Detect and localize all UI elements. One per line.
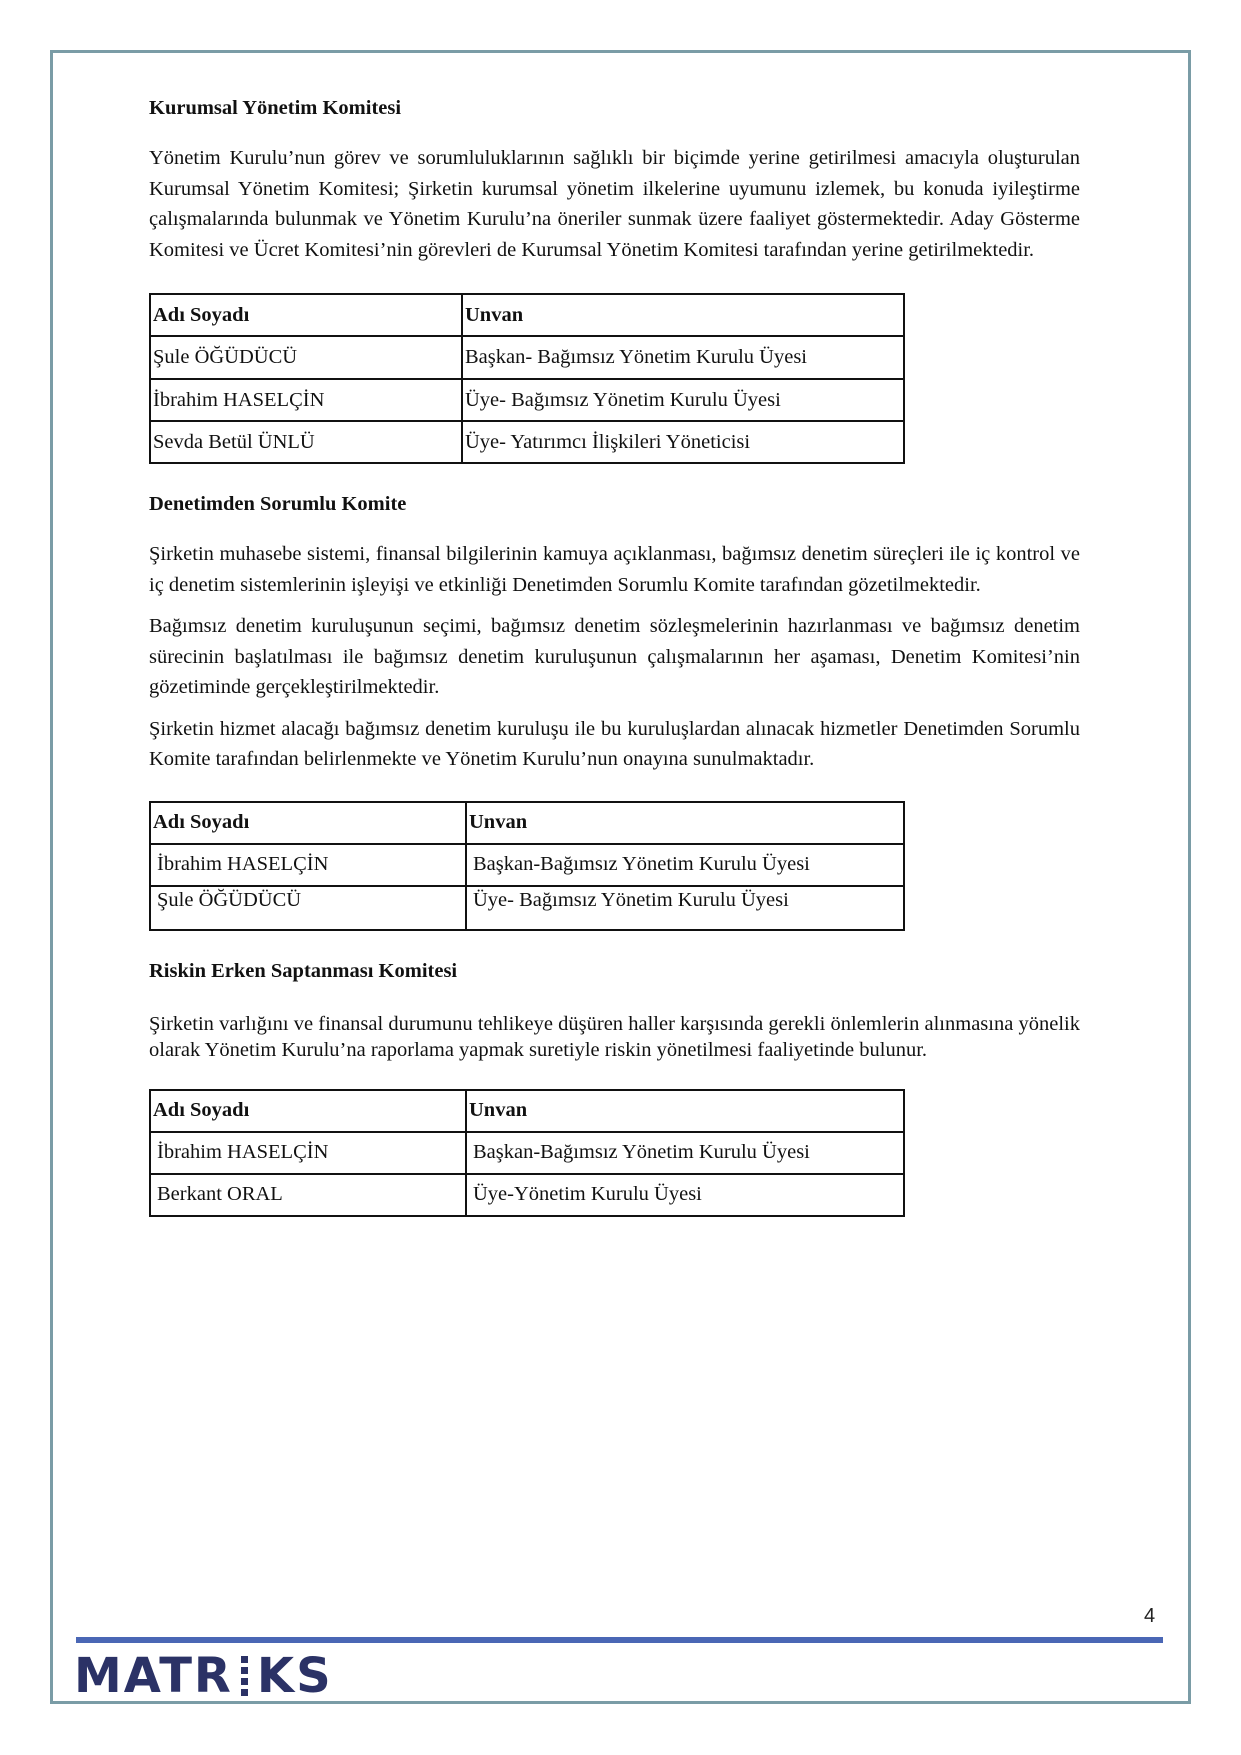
footer-divider [76,1637,1163,1643]
table-cell-name: Berkant ORAL [150,1174,466,1216]
table-header-cell: Adı Soyadı [150,802,466,844]
table-header-row [150,1090,904,1132]
table-row [150,336,904,379]
section-title-risk: Riskin Erken Saptanması Komitesi [149,959,458,982]
table-row [150,1174,904,1216]
table-cell-name: Sevda Betül ÜNLÜ [150,421,462,463]
committee-table-denetim [149,801,905,931]
committee-table-kurumsal [149,293,905,464]
logo-dots-icon [235,1654,255,1698]
table-cell-title: Üye- Yatırımcı İlişkileri Yöneticisi [462,421,904,463]
section-title-denetim: Denetimden Sorumlu Komite [149,493,407,515]
section-paragraph: Yönetim Kurulu’nun görev ve sorumluluklarının sağlıklı bir biçimde yerine getirilmesi amacıyla oluşturulan Kurumsal Yönetim Komitesi; Şirketin kurumsal yönetim ilkelerine uyumunu izlemek, bu konuda iyileştirme çalışmalarında bulunmak ve Yönetim Kurulu’na öneriler sunmak üzere faaliyet göstermektedir. Aday Gösterme Komitesi ve Ücret Komitesi’nin görevleri de Kurumsal Yönetim Komitesi tarafından yerine getirilmektedir. [149,147,1080,261]
table-header-cell: Adı Soyadı [150,294,462,336]
table-cell-title: Üye-Yönetim Kurulu Üyesi [466,1174,904,1216]
section-paragraph: Bağımsız denetim kuruluşunun seçimi, bağımsız denetim sözleşmelerinin hazırlanması ve bağımsız denetim sürecinin başlatılması ile bağımsız denetim kuruluşunun çalışmalarının her aşaması, Denetim Komitesi’nin gözetiminde gerçekleştirilmektedir. [149,615,1080,698]
section-paragraph: Şirketin varlığını ve finansal durumunu tehlikeye düşüren haller karşısında gerekli önlemlerin alınmasına yönelik olarak Yönetim Kurulu’na raporlama yapmak suretiyle riskin yönetilmesi faaliyetinde bulunur. [149,1012,1080,1061]
table-header-cell: Unvan [466,802,904,844]
table-cell-title: Üye- Bağımsız Yönetim Kurulu Üyesi [466,886,904,930]
table-cell-title: Başkan-Bağımsız Yönetim Kurulu Üyesi [466,844,904,886]
table-row [150,379,904,421]
table-header-cell: Unvan [462,294,904,336]
table-row [150,1132,904,1174]
table-cell-name: Şule ÖĞÜDÜCÜ [150,336,462,379]
page-content [149,96,1080,1217]
table-header-cell: Unvan [466,1090,904,1132]
table-cell-title: Başkan-Bağımsız Yönetim Kurulu Üyesi [466,1132,904,1174]
table-cell-title: Başkan- Bağımsız Yönetim Kurulu Üyesi [462,336,904,379]
table-row [150,886,904,930]
table-cell-name: İbrahim HASELÇİN [150,1132,466,1174]
table-row [150,421,904,463]
table-row [150,844,904,886]
section-paragraph: Şirketin hizmet alacağı bağımsız denetim kuruluşu ile bu kuruluşlardan alınacak hizmetler Denetimden Sorumlu Komite tarafından belirlenmekte ve Yönetim Kurulu’nun onayına sunulmaktadır. [149,717,1080,770]
table-cell-name: İbrahim HASELÇİN [150,844,466,886]
section-title-kurumsal: Kurumsal Yönetim Komitesi [149,97,402,119]
table-header-row [150,294,904,336]
matriks-logo: MATR KS [74,1648,333,1704]
page-number: 4 [1144,1605,1156,1627]
table-cell-name: Şule ÖĞÜDÜCÜ [150,886,466,930]
table-header-cell: Adı Soyadı [150,1090,466,1132]
section-paragraph: Şirketin muhasebe sistemi, finansal bilgilerinin kamuya açıklanması, bağımsız denetim süreçleri ile iç kontrol ve iç denetim sistemlerinin işleyişi ve etkinliği Denetimden Sorumlu Komite tarafından gözetilmektedir. [149,543,1080,596]
table-cell-title: Üye- Bağımsız Yönetim Kurulu Üyesi [462,379,904,421]
table-header-row [150,802,904,844]
table-cell-name: İbrahim HASELÇİN [150,379,462,421]
committee-table-risk [149,1089,905,1217]
